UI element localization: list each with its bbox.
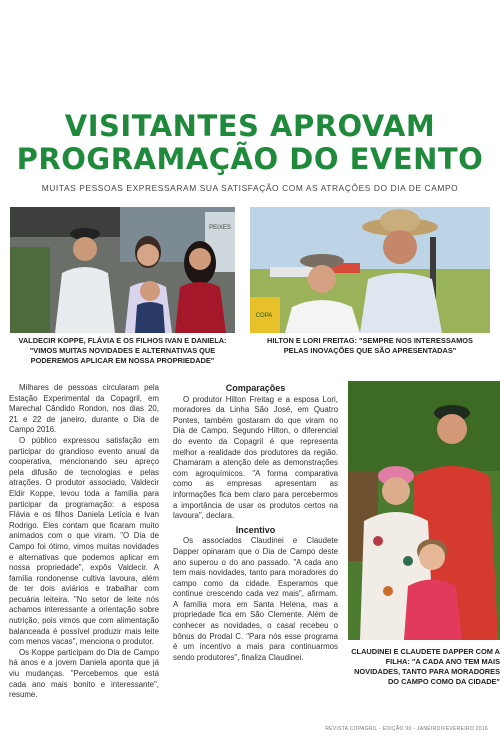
photo-sign-text-2: COPA <box>255 313 273 319</box>
article-column-2 <box>173 383 338 663</box>
paragraph: Milhares de pessoas circularam pela Estação Experimental da Copagril, em Marechal Cândido Rondon, nos dias 20, 21 e 22 de janeiro, durante o Dia de Campo 2016. <box>9 383 159 435</box>
photo-freitag-couple <box>250 207 490 333</box>
photo-dapper-family <box>348 381 500 640</box>
article-subtitle: MUITAS PESSOAS EXPRESSARAM SUA SATISFAÇÃO COM AS ATRAÇÕES DO DIA DE CAMPO <box>41 183 459 193</box>
article-title-line2: PROGRAMAÇÃO DO EVENTO <box>16 142 484 176</box>
caption-photo-dapper: CLAUDINEI E CLAUDETE DAPPER COM A FILHA: "A CADA ANO TEM MAIS NOVIDADES, TANTO PARA MORADORES DO CAMPO COMO DA CIDADE" <box>351 647 500 686</box>
article-title-line1: VISITANTES APROVAM <box>64 109 436 143</box>
section-heading-comparacoes: Comparações <box>225 383 286 393</box>
page-footer: REVISTA COPAGRIL - EDIÇÃO 90 - JANEIRO/FEVEREIRO 2016 <box>325 726 488 732</box>
paragraph: Os Koppe participam do Dia de Campo há anos e a jovem Daniela aponta que já viu mudanças. "Percebemos que está cada ano mais bonito e interessante", resume. <box>9 647 159 700</box>
section-heading-incentivo: Incentivo <box>235 524 276 535</box>
photo-sign-text: PEIXES <box>209 225 231 231</box>
paragraph: O produtor Hilton Freitag e a esposa Lori, moradores da Linha São José, em Quatro Pontes, também gostaram do que viram no Dia de Campo. Segundo Hilton, o diferencial do evento da Copagril é que representa melhor a realidade dos produtores da região. Chamaram a atenção dele as demonstrações com agroquímicos. "A forma comparativa como as empresas apresentam as informações fica bem claro para percebermos a importância de usar os produtos certos na lavoura", declara. <box>173 394 338 521</box>
paragraph: Os associados Claudinei e Claudete Dapper opinaram que o Dia de Campo deste ano superou o do ano passado. "A cada ano tem mais novidades, tanto para moradores do campo como da cidade. Esperamos que continue crescendo cada vez mais", afirmam. A família mora em Santa Helena, mas a propriedade fica em São Clemente. Além de conhecer as novidades, o casal recebeu o bônus do Prodal C. "Para nós esse programa é um incentivo a mais para continuarmos sendo produtores", finaliza Claudinei. <box>173 536 338 662</box>
photo-koppe-family <box>10 207 235 333</box>
article-column-1 <box>9 383 159 701</box>
caption-photo-freitag: HILTON E LORI FREITAG: "SEMPRE NOS INTERESSAMOS PELAS INOVAÇÕES QUE SÃO APRESENTADAS" <box>267 336 473 355</box>
caption-photo-koppe: VALDECIR KOPPE, FLÁVIA E OS FILHOS IVAN E DANIELA: "VIMOS MUITAS NOVIDADES E ALTERNATIVAS QUE PODEREMOS APLICAR EM NOSSA PROPRIEDADE" <box>18 336 227 365</box>
paragraph: O público expressou satisfação em participar do grandioso evento anual da cooperativa, mencionando seu apreço pela difusão de tecnologias e pelas atrações. O produtor associado, Valdecir Eldir Koppe, levou toda a família para participar da programação: a esposa Flávia e os filhos Daniela Letícia e Ivan Rodrigo. Eles contam que ficaram muito animados com o que viram. "O Dia de Campo foi ótimo, vimos muitas novidades e alternativas que podemos aplicar em nossa propriedade", expôs Valdecir. A família rondonense cultiva lavoura, além de ter dois aviários e trabalhar com pecuária leiteira. "No setor de leite nós achamos interessante a orientação sobre nutrição, pois vimos que com alimentação balanceada é possível produzir mais leite com menos vacas", menciona o produtor. <box>9 435 159 647</box>
